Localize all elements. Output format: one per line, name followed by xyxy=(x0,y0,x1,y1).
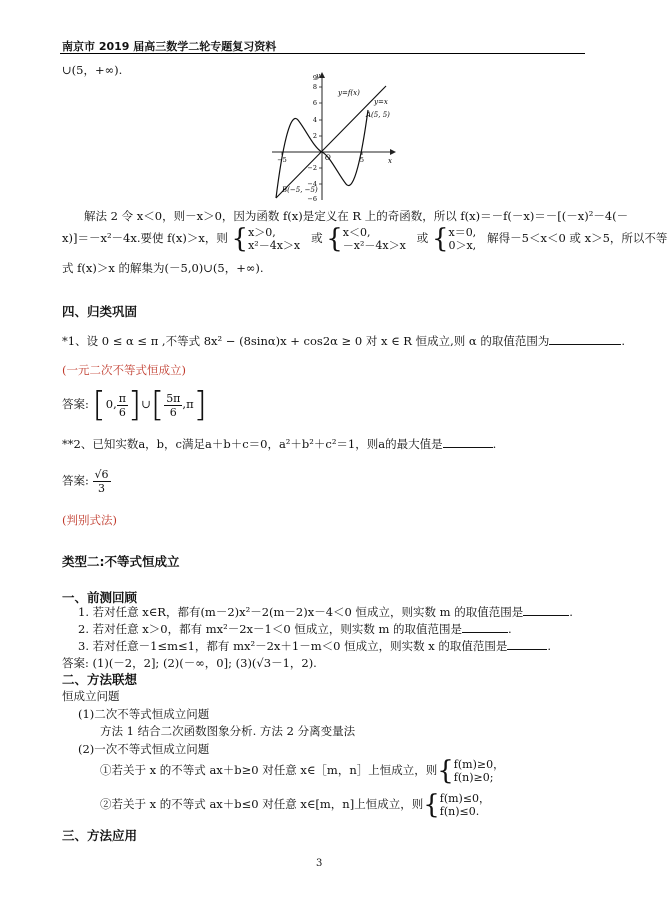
tick-x: −5 xyxy=(277,156,287,164)
label-B: B(−5, −5) xyxy=(282,186,318,194)
type2-sec1-title: 一、前测回顾 xyxy=(62,590,138,605)
or-text: 或 xyxy=(311,231,323,245)
tick-y: −6 xyxy=(307,195,317,203)
review-item-3: 3. 若对任意－1≤m≤1，都有 mx²－2x＋1－m＜0 恒成立，则实数 x 的取值范围是 . xyxy=(78,639,552,653)
page-header: 南京市 2019 届高三数学二轮专题复习资料 xyxy=(62,40,277,53)
question-1-answer: 答案: [0, $\frac{\pi}{6}]\cup$[ $\frac{5\pi}{6},\pi$] xyxy=(62,385,207,425)
tick-y: −2 xyxy=(307,164,317,172)
question-1-text: *1、设 0 ≤ α ≤ π ,不等式 8x² − (8sinα)x + cos2α ≥ 0 对 x ∈ R 恒成立,则 α 的取值范围为 xyxy=(62,334,550,348)
question-1-note: (一元二次不等式恒成立) xyxy=(62,363,186,377)
solution2-line3: 式 f(x)＞x 的解集为(－5,0)∪(5，+∞). xyxy=(62,261,264,275)
review-item-2: 2. 若对任意 x＞0，都有 mx²－2x－1＜0 恒成立，则实数 m 的取值范围是 . xyxy=(78,622,512,636)
label-A: A(5, 5) xyxy=(366,111,390,119)
solution2-text-b: 解得－5＜x＜0 或 x＞5，所以不等 xyxy=(487,231,667,245)
solution2-line1: 解法 2 令 x＜0，则－x＞0，因为函数 f(x)是定义在 R 上的奇函数，所以 f(x)＝－f(－x)＝－[(－x)²－4(－ xyxy=(84,209,629,223)
label-y: y xyxy=(316,72,320,80)
method-line-6: ②若关于 x 的不等式 ax＋b≤0 对任意 x∈[m，n]上恒成立，则{f(m)≤0， f(n)≤0. xyxy=(100,790,491,820)
label-line: y=x xyxy=(374,98,388,106)
review-item-1: 1. 若对任意 x∈R，都有(m－2)x²－2(m－2)x－4＜0 恒成立，则实数 m 的取值范围是 . xyxy=(78,605,573,619)
method-line-4: (2)一次不等式恒成立问题 xyxy=(78,742,210,756)
system-3: x＝0, 0＞x, xyxy=(448,226,477,252)
answer-label: 答案: xyxy=(62,473,89,488)
tick-y: 2 xyxy=(312,132,317,140)
question-2: **2、已知实数a，b，c满足a＋b＋c＝0，a²＋b²＋c²＝1，则a的最大值是 . xyxy=(62,437,497,451)
solution2-text-a: x)]＝－x²－4x.要使 f(x)＞x，则 xyxy=(62,231,228,245)
x-axis-arrow xyxy=(390,149,396,155)
question-1: *1、设 0 ≤ α ≤ π ,不等式 8x² − (8sinα)x + cos2α ≥ 0 对 x ∈ R 恒成立,则 α 的取值范围为 . xyxy=(62,334,625,348)
left-brace: { xyxy=(326,224,343,254)
solution2-line2 xyxy=(62,226,667,252)
tick-x: 5 xyxy=(359,156,365,164)
line-y-equals-x xyxy=(276,86,386,198)
function-graph xyxy=(262,70,402,205)
page-number: 3 xyxy=(316,858,323,869)
question-2-note: (判别式法) xyxy=(62,513,117,527)
answer-label: 答案: xyxy=(62,397,89,411)
method-line-3: 方法 1 结合二次函数图象分析. 方法 2 分离变量法 xyxy=(100,724,356,738)
label-x: x xyxy=(388,157,392,165)
left-brace: { xyxy=(231,224,249,254)
question-2-answer: 答案: $\frac{√6}{3}$ xyxy=(62,468,109,495)
label-O: O xyxy=(325,154,331,162)
section4-title: 四、归类巩固 xyxy=(62,304,138,319)
tick-y: 6 xyxy=(312,99,317,107)
type2-title: 类型二:不等式恒成立 xyxy=(62,554,180,569)
method-line-2: (1)二次不等式恒成立问题 xyxy=(78,707,210,721)
type2-sec3-title: 三、方法应用 xyxy=(62,828,138,843)
answer-blank xyxy=(443,437,493,448)
system-2: x＜0, －x²－4x＞x xyxy=(342,226,406,252)
answer-blank xyxy=(549,334,621,345)
tick-y: 9 xyxy=(312,74,317,82)
type2-sec2-title: 二、方法联想 xyxy=(62,672,138,687)
left-brace: { xyxy=(431,224,449,254)
review-answers: 答案: (1)(－2，2]; (2)(－∞，0]; (3)(√3－1，2). xyxy=(62,656,317,670)
tick-y: 4 xyxy=(312,116,317,124)
or-text: 或 xyxy=(416,231,429,245)
method-line-5: ①若关于 x 的不等式 ax＋b≥0 对任意 x∈［m，n］上恒成立，则{f(m)≥0， f(n)≥0; xyxy=(100,756,505,786)
question-2-text: **2、已知实数a，b，c满足a＋b＋c＝0，a²＋b²＋c²＝1，则a的最大值是 xyxy=(62,437,443,451)
header-rule xyxy=(60,53,585,54)
tick-y: −4 xyxy=(307,180,317,188)
tick-y: 8 xyxy=(312,83,317,91)
method-line-1: 恒成立问题 xyxy=(62,689,120,703)
system-1: x＞0, x²－4x＞x xyxy=(248,226,301,252)
top-line: ∪(5，+∞). xyxy=(62,63,123,77)
label-f: y=f(x) xyxy=(338,89,360,97)
